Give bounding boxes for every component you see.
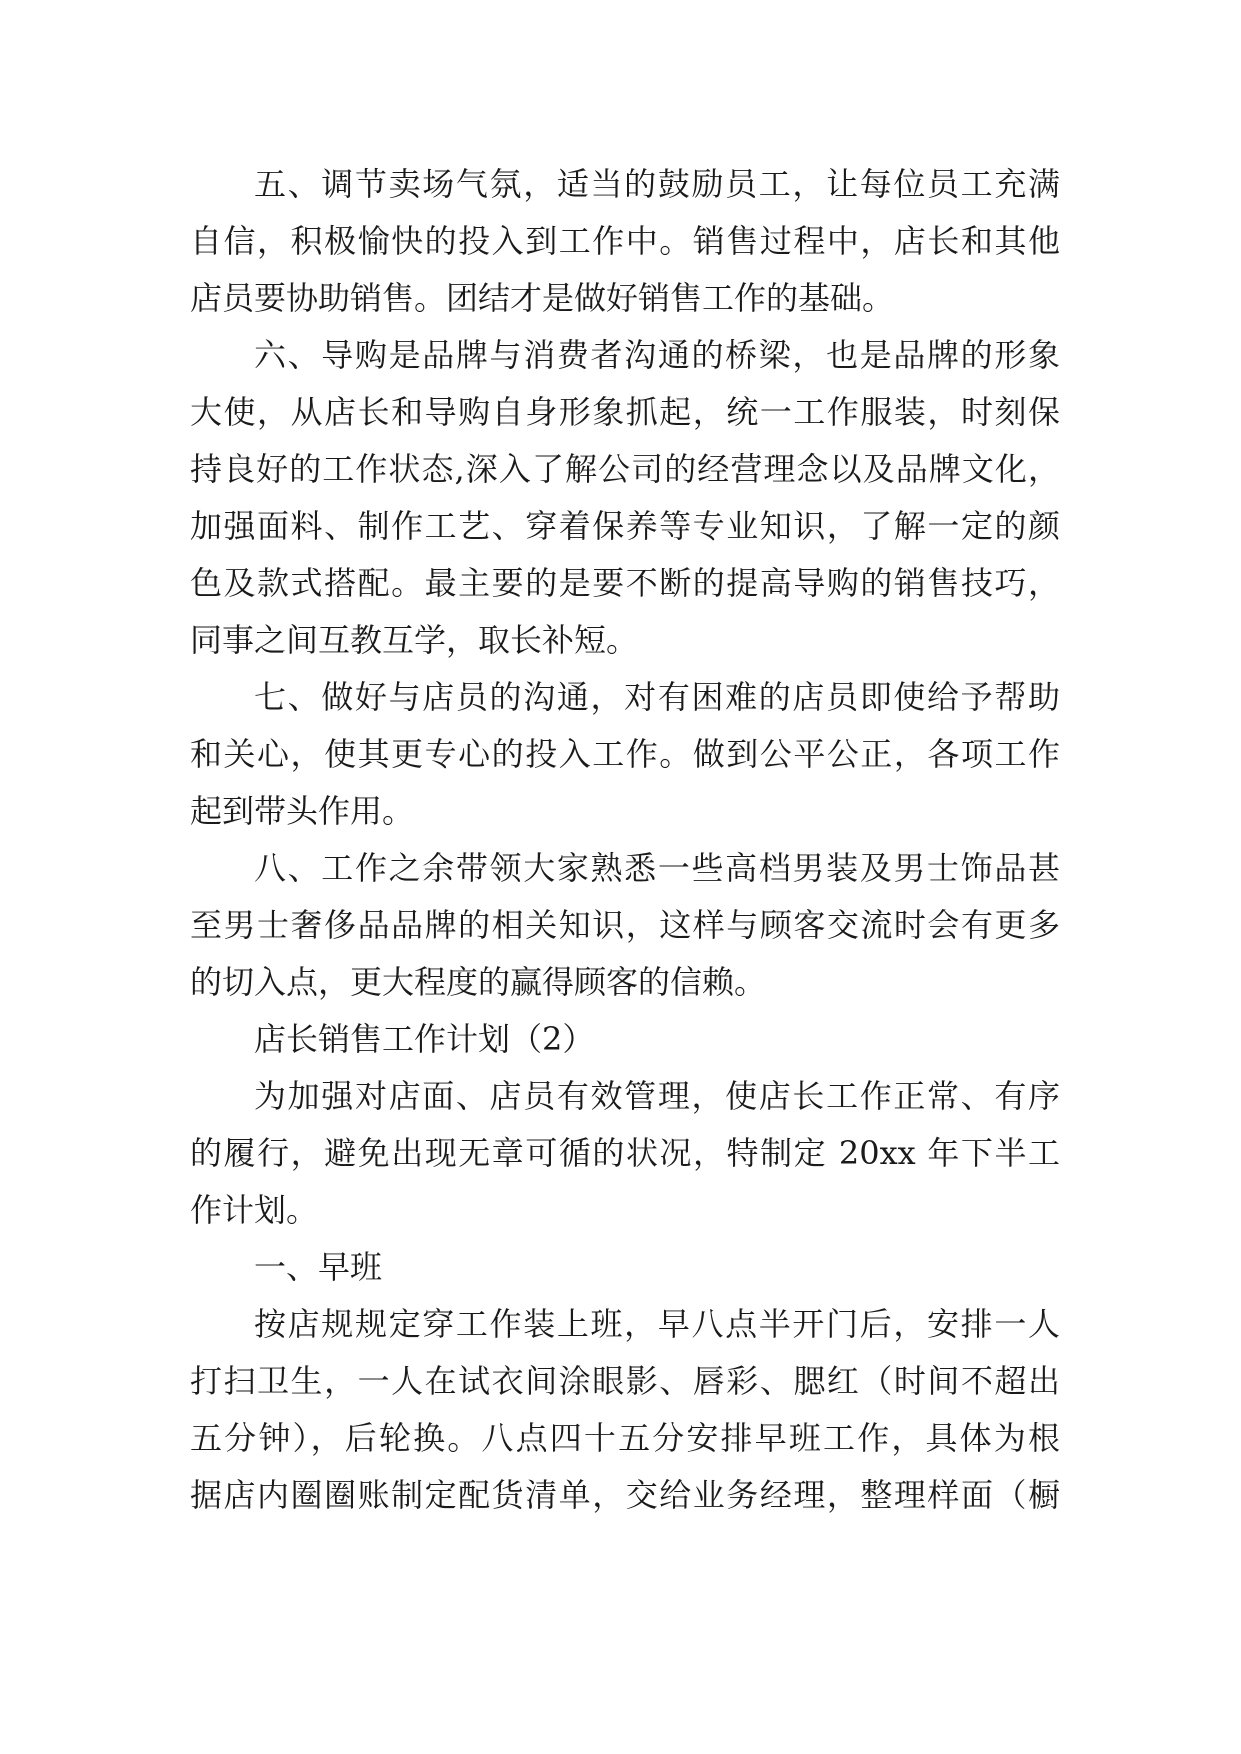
paragraph-line: 八、工作之余带领大家熟悉一些高档男装及男士饰品甚 bbox=[254, 849, 1060, 887]
paragraph-line: 至男士奢侈品品牌的相关知识，这样与顾客交流时会有更多 bbox=[190, 906, 1060, 944]
section-heading: 一、早班 bbox=[254, 1248, 383, 1286]
paragraph-line: 色及款式搭配。最主要的是要不断的提高导购的销售技巧， bbox=[190, 564, 1060, 602]
paragraph-line: 按店规规定穿工作装上班，早八点半开门后，安排一人 bbox=[254, 1305, 1060, 1343]
paragraph-line: 七、做好与店员的沟通，对有困难的店员即使给予帮助 bbox=[254, 678, 1060, 716]
paragraph-line: 加强面料、制作工艺、穿着保养等专业知识，了解一定的颜 bbox=[190, 507, 1060, 545]
paragraph-line: 据店内圈圈账制定配货清单，交给业务经理，整理样面（橱 bbox=[190, 1476, 1060, 1514]
paragraph-line: 为加强对店面、店员有效管理，使店长工作正常、有序 bbox=[254, 1077, 1060, 1115]
paragraph-line: 六、导购是品牌与消费者沟通的桥梁，也是品牌的形象 bbox=[254, 336, 1060, 374]
paragraph-line: 自信，积极愉快的投入到工作中。销售过程中，店长和其他 bbox=[190, 222, 1060, 260]
paragraph-line: 持良好的工作状态,深入了解公司的经营理念以及品牌文化， bbox=[190, 450, 1060, 488]
paragraph-line: 店员要协助销售。团结才是做好销售工作的基础。 bbox=[190, 279, 895, 317]
paragraph-line: 的切入点，更大程度的赢得顾客的信赖。 bbox=[190, 963, 767, 1001]
paragraph-line: 打扫卫生，一人在试衣间涂眼影、唇彩、腮红（时间不超出 bbox=[190, 1362, 1060, 1400]
section-heading: 店长销售工作计划（2） bbox=[254, 1020, 595, 1058]
paragraph-line: 作计划。 bbox=[190, 1191, 319, 1229]
paragraph-line: 起到带头作用。 bbox=[190, 792, 415, 830]
paragraph-line: 五分钟），后轮换。八点四十五分安排早班工作，具体为根 bbox=[190, 1419, 1060, 1457]
paragraph-line: 同事之间互教互学，取长补短。 bbox=[190, 621, 639, 659]
paragraph-line: 五、调节卖场气氛，适当的鼓励员工，让每位员工充满 bbox=[254, 165, 1060, 203]
paragraph-line: 的履行，避免出现无章可循的状况，特制定 20xx 年下半工 bbox=[190, 1134, 1060, 1172]
paragraph-line: 大使，从店长和导购自身形象抓起，统一工作服装，时刻保 bbox=[190, 393, 1060, 431]
paragraph-line: 和关心，使其更专心的投入工作。做到公平公正，各项工作 bbox=[190, 735, 1060, 773]
